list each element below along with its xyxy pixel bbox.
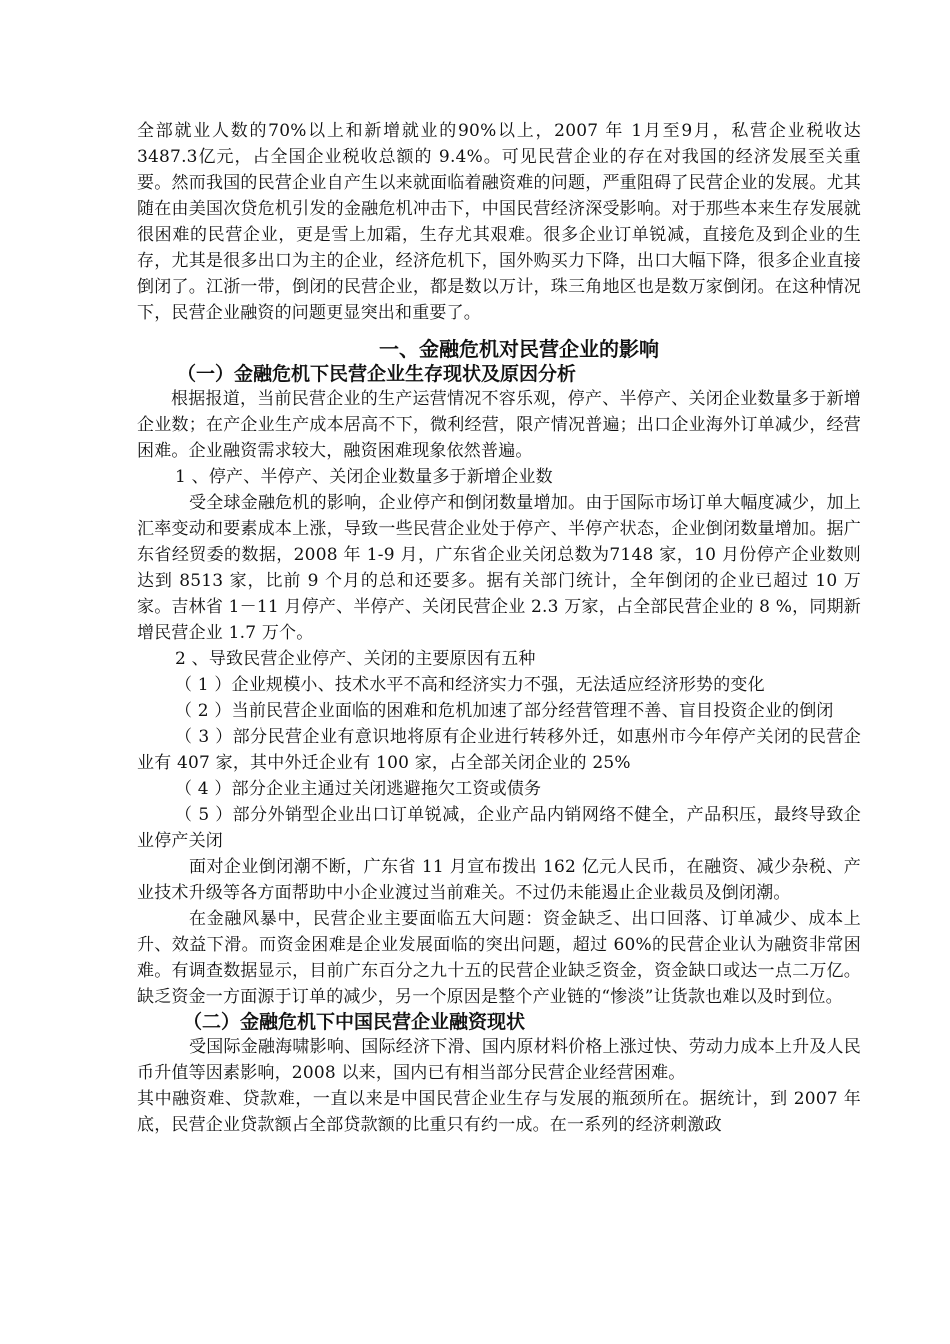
financial-storm-paragraph: 在金融风暴中，民营企业主要面临五大问题：资金缺乏、出口回落、订单减少、成本上升、效益下滑。而资金困难是企业发展面临的突出问题，超过 60%的民营企业认为融资非常困难。有调查数据显示，目前广东百分之九十五的民营企业缺乏资金，资金缺口或达一点二万亿。缺乏资金一方面源于订单的减少，另一个原因是整个产业链的“惨淡”让货款也难以及时到位。 (137, 909, 861, 1007)
reason-item: （ 3 ）部分民营企业有意识地将原有企业进行转移外迁，如惠州市今年停产关闭的民营企业有 407 家，其中外迁企业有 100 家，占全部关闭企业的 25% (137, 727, 861, 773)
reason-item: （ 4 ）部分企业主通过关闭逃避拖欠工资或债务 (175, 779, 542, 799)
reason-item: （ 2 ）当前民营企业面临的困难和危机加速了部分经营管理不善、盲目投资企业的倒闭 (175, 701, 834, 721)
intro-paragraph: 全部就业人数的70%以上和新增就业的90%以上，2007 年 1月至9月，私营企业税收达3487.3亿元，占全国企业税收总额的 9.4%。可见民营企业的存在对我国的经济发展至关重要。然而我国的民营企业自产生以来就面临着融资难的问题，严重阻碍了民营企业的发展。尤其随在由美国次贷危机引发的金融危机冲击下，中国民营经济深受影响。对于那些本来生存发展就很困难的民营企业，更是雪上加霜，生存尤其艰难。很多企业订单锐减，直接危及到企业的生存，尤其是很多出口为主的企业，经济危机下，国外购买力下降，出口大幅下降，很多企业直接倒闭了。江浙一带，倒闭的民营企业，都是数以万计，珠三角地区也是数万家倒闭。在这种情况下，民营企业融资的问题更显突出和重要了。 (137, 121, 861, 323)
reason-item: （ 5 ）部分外销型企业出口订单锐减，企业产品内销网络不健全，产品积压，最终导致企业停产关闭 (137, 805, 861, 851)
section-heading: 一、金融危机对民营企业的影响 (379, 337, 659, 361)
subsection-2-paragraph-2: 其中融资难、贷款难，一直以来是中国民营企业生存与发展的瓶颈所在。据统计，到 2007 年底，民营企业贷款额占全部贷款额的比重只有约一成。在一系列的经济刺激政 (137, 1089, 861, 1135)
subsection-1-intro: 根据报道，当前民营企业的生产运营情况不容乐观，停产、半停产、关闭企业数量多于新增企业数；在产企业生产成本居高不下，微利经营，限产情况普遍；出口企业海外订单减少，经营困难。企业融资需求较大，融资困难现象依然普遍。 (137, 389, 861, 461)
point-1-body: 受全球金融危机的影响，企业停产和倒闭数量增加。由于国际市场订单大幅度减少，加上汇率变动和要素成本上涨，导致一些民营企业处于停产、半停产状态，企业倒闭数量增加。据广东省经贸委的数据，2008 年 1-9 月，广东省企业关闭总数为7148 家，10 月份停产企业数则达到 8513 家，比前 9 个月的总和还要多。据有关部门统计，全年倒闭的企业已超过 10 万家。吉林省 1－11 月停产、半停产、关闭民营企业 2.3 万家，占全部民营企业的 8 %，同期新增民营企业 1.7 万个。 (137, 493, 861, 643)
subsection-2-paragraph-1: 受国际金融海啸影响、国际经济下滑、国内原材料价格上涨过快、劳动力成本上升及人民币升值等因素影响，2008 以来，国内已有相当部分民营企业经营困难。 (137, 1037, 861, 1083)
point-2-title: 2 、导致民营企业停产、关闭的主要原因有五种 (175, 649, 536, 669)
reason-item: （ 1 ）企业规模小、技术水平不高和经济实力不强，无法适应经济形势的变化 (175, 675, 765, 695)
subsection-heading-2: （二）金融危机下中国民营企业融资现状 (183, 1011, 526, 1033)
guangdong-paragraph: 面对企业倒闭潮不断，广东省 11 月宣布拨出 162 亿元人民币，在融资、减少杂税、产业技术升级等各方面帮助中小企业渡过当前难关。不过仍未能遏止企业裁员及倒闭潮。 (137, 857, 861, 903)
document-page (137, 118, 861, 1138)
point-1-title: 1 、停产、半停产、关闭企业数量多于新增企业数 (175, 467, 553, 487)
subsection-heading-1: （一）金融危机下民营企业生存现状及原因分析 (177, 363, 577, 385)
